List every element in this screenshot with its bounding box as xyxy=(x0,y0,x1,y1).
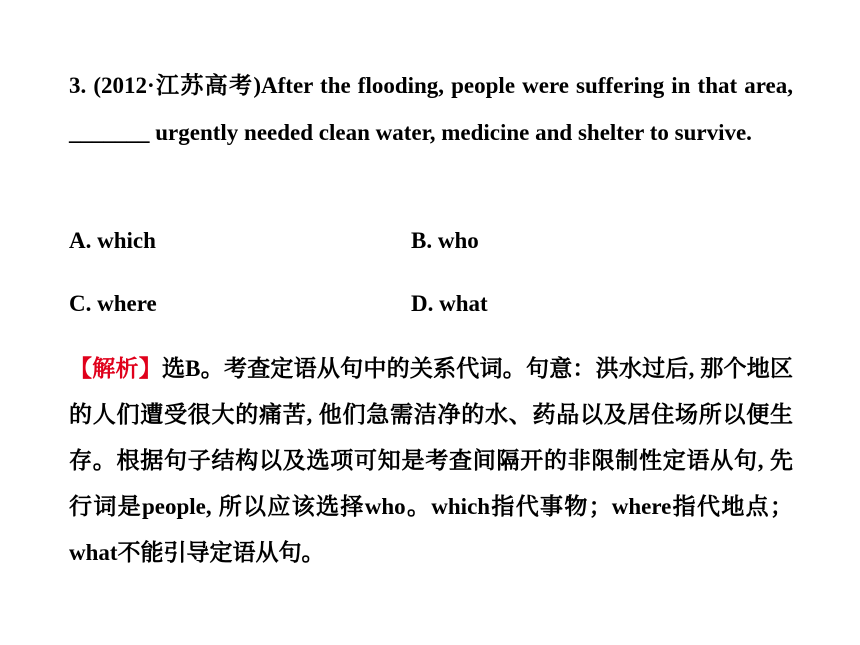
analysis-block xyxy=(69,346,793,576)
options-row-1 xyxy=(69,224,793,287)
analysis-tag: 【解析】 xyxy=(69,356,162,381)
analysis-text: 选B。考查定语从句中的关系代词。句意：洪水过后, 那个地区的人们遭受很大的痛苦, 他们急需洁净的水、药品以及居住场所以便生存。根据句子结构以及选项可知是考查间隔开的非限制性定语从句, 先行词是people, 所以应该选择who。which指代事物；where指代地点；what不能引导定语从句。 xyxy=(69,356,794,565)
answer-options xyxy=(69,224,793,350)
question-text: 3. (2012·江苏高考)After the flooding, people were suffering in that area, _______ urgently needed clean water, medicine and shelter to survive. xyxy=(69,73,793,145)
option-a: A. which xyxy=(69,228,156,253)
options-row-2 xyxy=(69,287,793,350)
option-c: C. where xyxy=(69,291,157,316)
option-b: B. who xyxy=(411,228,479,253)
option-d: D. what xyxy=(411,291,488,316)
